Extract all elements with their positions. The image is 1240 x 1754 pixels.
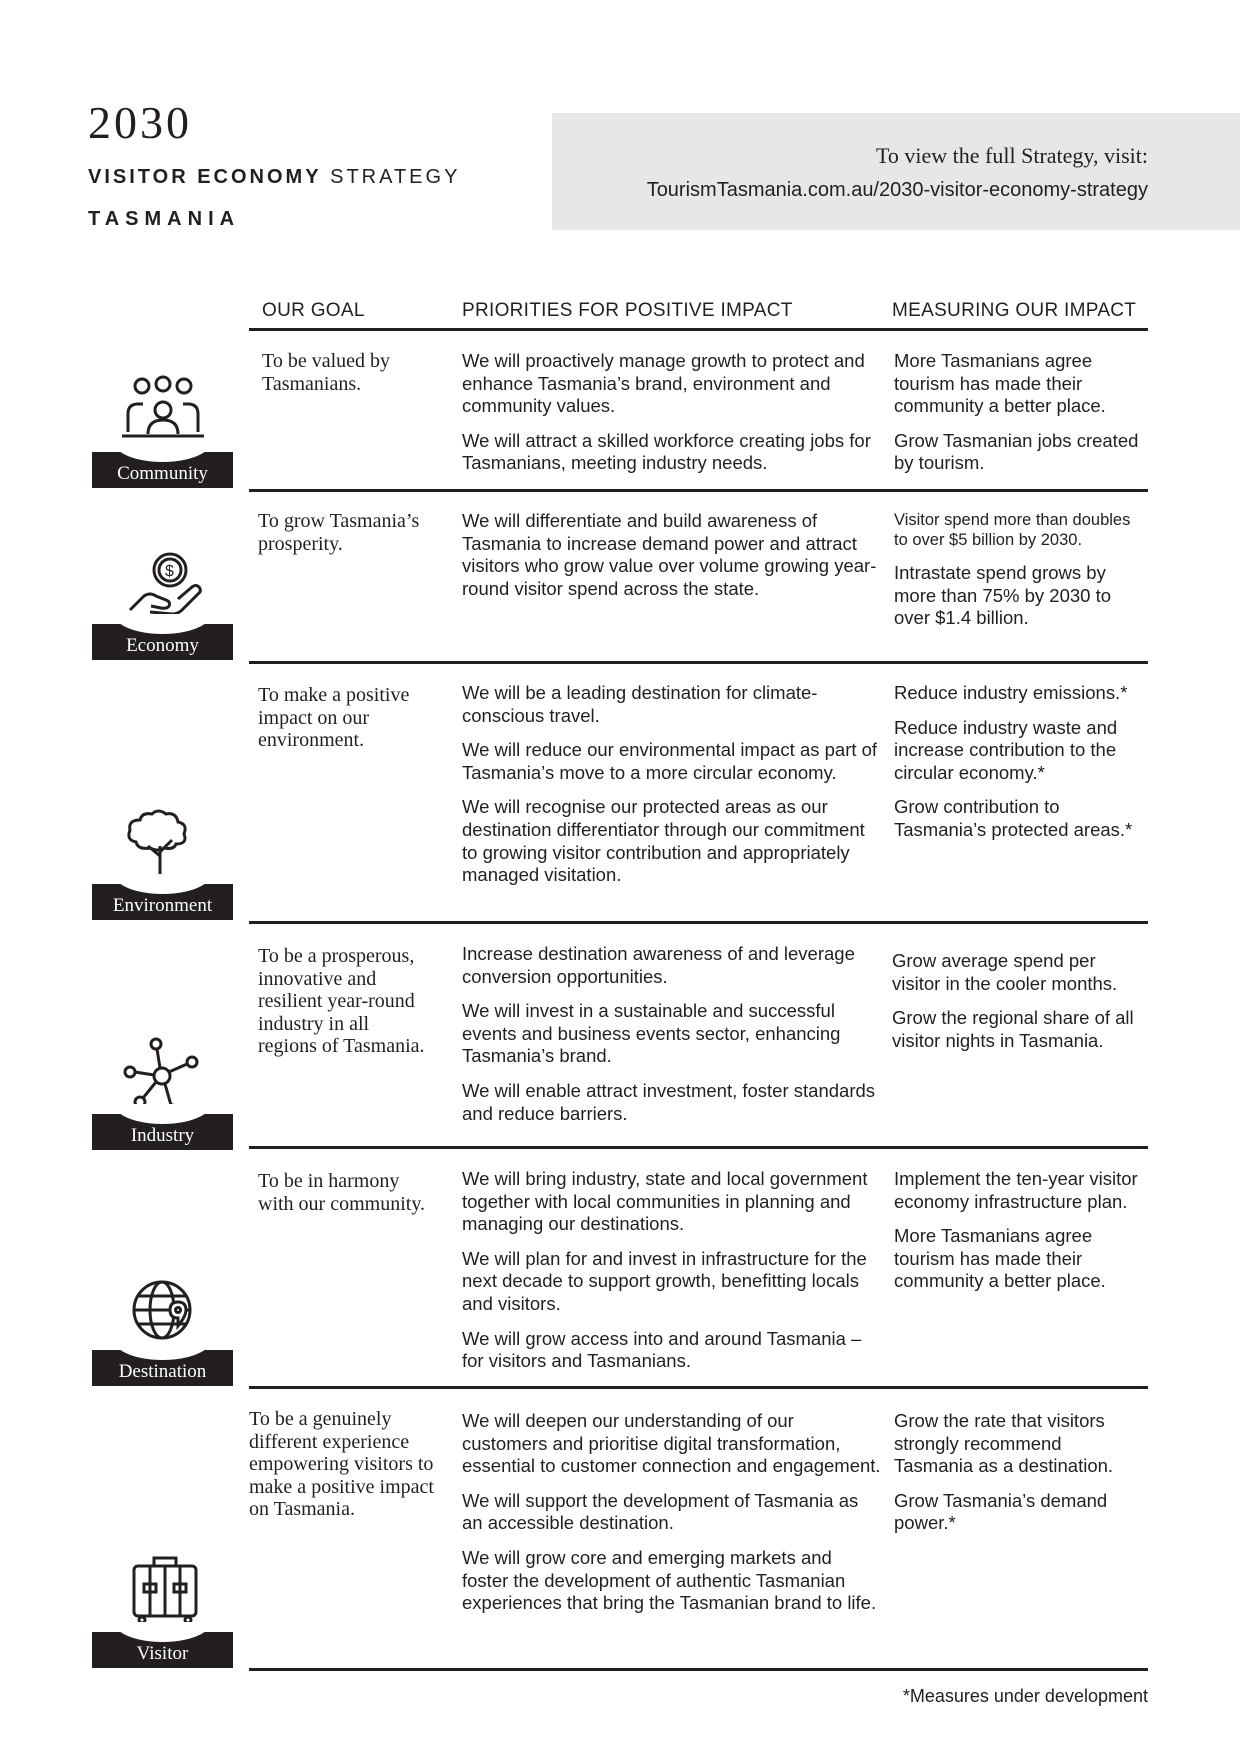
row-divider	[249, 1146, 1148, 1149]
goal-community: To be valued by Tasmanians.	[262, 350, 391, 395]
measure-item: Grow contribution to Tasmania’s protected areas.*	[894, 796, 1133, 840]
row-label-economy: Economy	[92, 624, 233, 660]
svg-text:$: $	[165, 563, 174, 580]
strategy-title-light: STRATEGY	[330, 166, 461, 188]
priorities-industry	[462, 943, 882, 1137]
measure-item: More Tasmanians agree tourism has made their community a better place.	[894, 350, 1106, 417]
measure-item: Grow the rate that visitors strongly recommend Tasmania as a destination.	[894, 1410, 1114, 1477]
strategy-title	[88, 166, 460, 189]
row-divider	[249, 489, 1148, 492]
measures-environment	[894, 682, 1144, 854]
measure-item: Grow Tasmanian jobs created by tourism.	[894, 429, 1139, 474]
measure-item: Grow Tasmania’s demand power.*	[894, 1489, 1108, 1534]
visit-box	[552, 113, 1240, 230]
measures-industry	[892, 950, 1142, 1064]
row-label-destination: Destination	[92, 1350, 233, 1386]
measure-item: Visitor spend more than doubles to over $5 billion by 2030.	[894, 511, 1131, 549]
header-priorities: PRIORITIES FOR POSITIVE IMPACT	[462, 300, 793, 321]
row-divider	[249, 1386, 1148, 1389]
priorities-environment	[462, 682, 882, 899]
visit-text: To view the full Strategy, visit:	[876, 143, 1148, 168]
row-label-environment: Environment	[92, 884, 233, 920]
strategy-url-link[interactable]: TourismTasmania.com.au/2030-visitor-economy-strategy	[646, 179, 1148, 201]
goal-destination: To be in harmony with our community.	[258, 1170, 426, 1215]
year-heading: 2030	[88, 97, 192, 148]
priority-item: We will be a leading destination for climate-conscious travel.	[462, 682, 818, 726]
row-label-community: Community	[92, 452, 233, 488]
measure-item: Implement the ten-year visitor economy infrastructure plan.	[894, 1168, 1138, 1212]
footnote: *Measures under development	[902, 1686, 1148, 1706]
priority-item: We will invest in a sustainable and successful events and business events sector, enhancing Tasmania’s brand.	[462, 1000, 841, 1067]
priority-item: We will grow access into and around Tasmania – for visitors and Tasmanians.	[462, 1327, 862, 1372]
row-divider	[249, 661, 1148, 664]
measure-item: More Tasmanians agree tourism has made their community a better place.	[894, 1225, 1106, 1292]
priorities-community	[462, 350, 882, 487]
priority-item: We will plan for and invest in infrastructure for the next decade to support growth, benefitting locals and visitors.	[462, 1247, 867, 1314]
priority-item: We will proactively manage growth to protect and enhance Tasmania’s brand, environment and community values.	[462, 350, 865, 417]
measures-community	[894, 350, 1144, 487]
measure-item: Grow average spend per visitor in the cooler months.	[892, 950, 1118, 994]
priority-item: We will grow core and emerging markets and foster the development of authentic Tasmanian experiences that bring the Tasmanian brand to life.	[462, 1546, 877, 1614]
goal-economy: To grow Tasmania’s prosperity.	[258, 510, 420, 555]
goal-industry: To be a prosperous, innovative and resilient year-round industry in all regions of Tasmania.	[258, 945, 425, 1057]
goal-visitor: To be a genuinely different experience empowering visitors to make a positive impact on Tasmania.	[249, 1408, 434, 1520]
state-name: TASMANIA	[88, 208, 241, 230]
priority-item: We will support the development of Tasmania as an accessible destination.	[462, 1489, 859, 1534]
priority-item: We will attract a skilled workforce creating jobs for Tasmanians, meeting industry needs.	[462, 429, 871, 474]
measure-item: Intrastate spend grows by more than 75% by 2030 to over $1.4 billion.	[894, 562, 1112, 629]
priority-item: Increase destination awareness of and leverage conversion opportunities.	[462, 943, 855, 987]
goal-environment: To make a positive impact on our environment.	[258, 684, 410, 751]
row-divider	[249, 1668, 1148, 1671]
measures-economy	[894, 510, 1144, 642]
measure-item: Grow the regional share of all visitor nights in Tasmania.	[892, 1007, 1134, 1051]
priority-item: We will deepen our understanding of our customers and prioritise digital transformation, essential to customer connection and engagement.	[462, 1410, 881, 1477]
priority-item: We will reduce our environmental impact as part of Tasmania’s move to a more circular economy.	[462, 739, 878, 783]
priority-item: We will differentiate and build awareness of Tasmania to increase demand power and attract visitors who grow value over volume growing year-round visitor spend across the state.	[462, 510, 877, 599]
row-label-visitor: Visitor	[92, 1632, 233, 1668]
header-rule	[249, 328, 1148, 331]
priority-item: We will recognise our protected areas as our destination differentiator through our commitment to growing visitor contribution and appropriately managed visitation.	[462, 796, 865, 886]
priority-item: We will enable attract investment, foster standards and reduce barriers.	[462, 1079, 876, 1124]
priority-item: We will bring industry, state and local government together with local communities in planning and managing our destinations.	[462, 1168, 868, 1235]
strategy-title-bold: VISITOR ECONOMY	[88, 166, 322, 188]
header-goal: OUR GOAL	[262, 300, 365, 321]
row-label-industry: Industry	[92, 1114, 233, 1150]
measures-destination	[894, 1168, 1144, 1305]
row-divider	[249, 921, 1148, 924]
measures-visitor	[894, 1410, 1144, 1547]
measure-item: Reduce industry waste and increase contribution to the circular economy.*	[894, 716, 1118, 783]
priorities-economy	[462, 510, 882, 612]
measure-item: Reduce industry emissions.*	[894, 682, 1128, 703]
priorities-destination	[462, 1168, 882, 1385]
header-measuring: MEASURING OUR IMPACT	[892, 300, 1137, 321]
priorities-visitor	[462, 1410, 882, 1627]
